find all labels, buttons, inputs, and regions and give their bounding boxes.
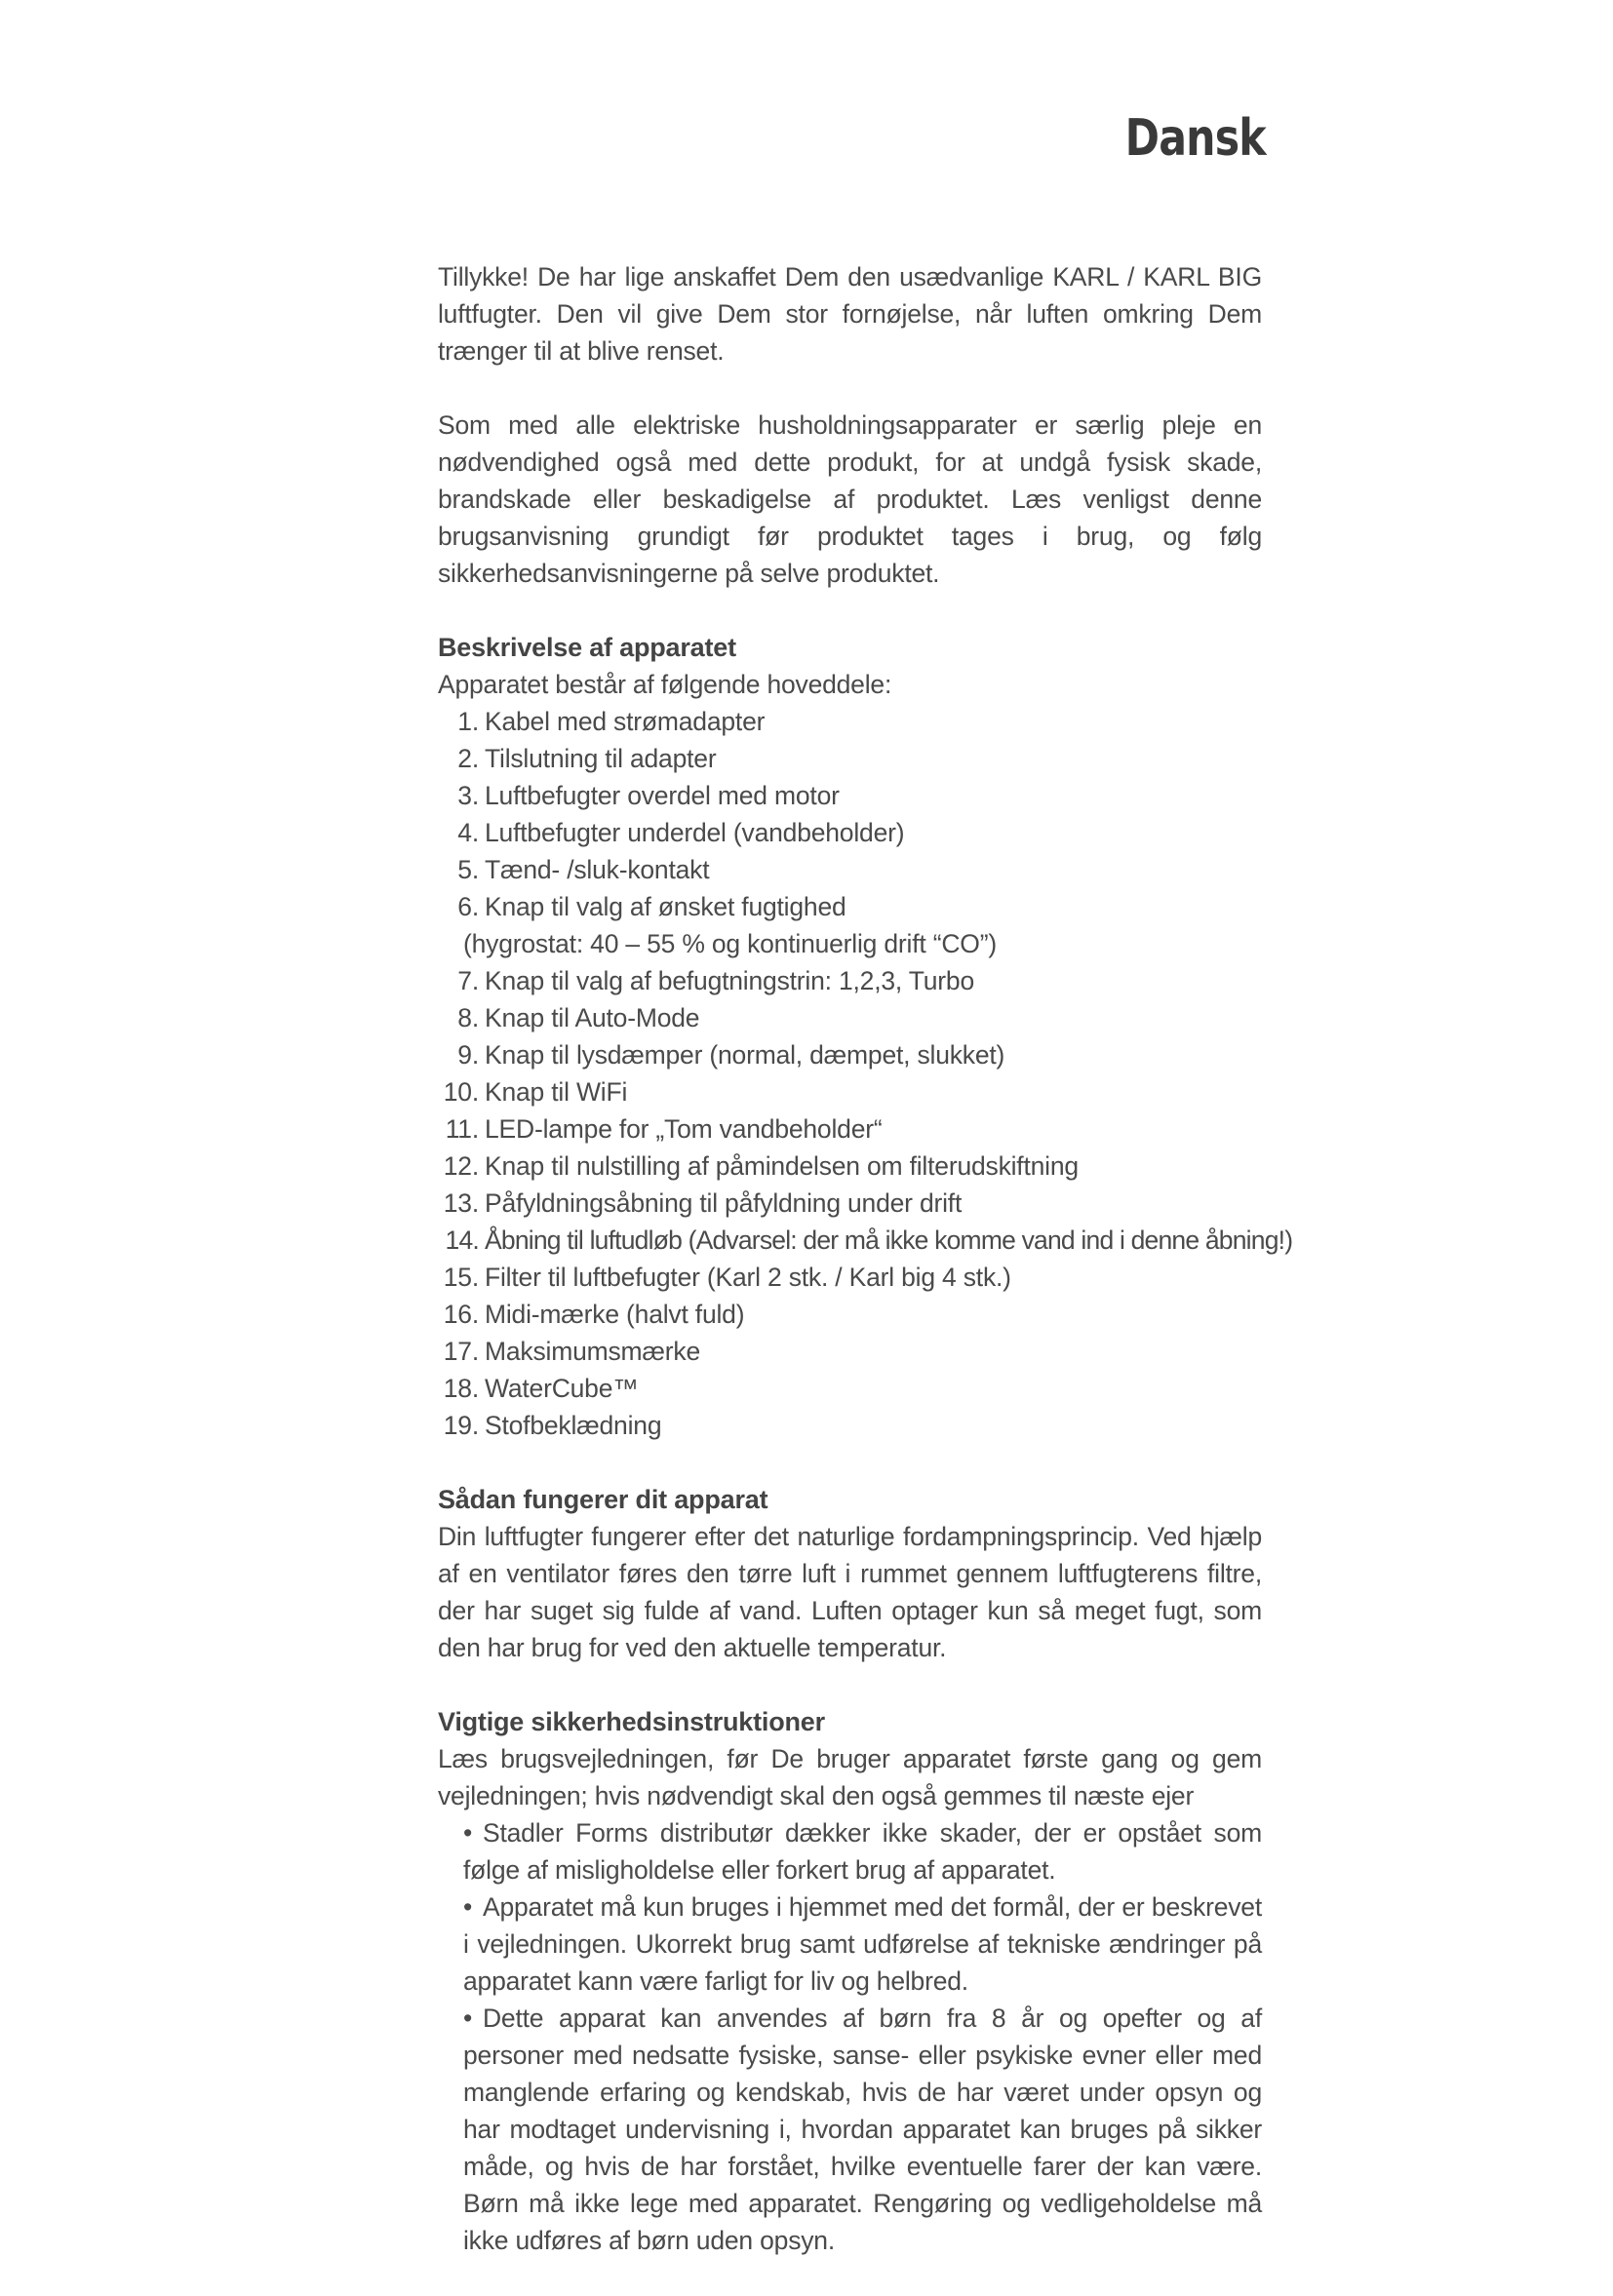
list-item: 10. Knap til WiFi bbox=[443, 1077, 628, 1107]
list-item: 15. Filter til luftbefugter (Karl 2 stk. / Karl big 4 stk.) bbox=[443, 1263, 1011, 1292]
safety-intro: Læs brugsvejledningen, før De bruger apparatet første gang og gem vejledningen; hvis nødvendigt skal den også gemmes til næste ejer bbox=[438, 1744, 1262, 1810]
list-item: 8. Knap til Auto-Mode bbox=[457, 1003, 700, 1032]
description-section bbox=[438, 629, 1293, 1444]
document-body bbox=[438, 258, 1293, 2296]
list-item: 2. Tilslutning til adapter bbox=[457, 744, 717, 773]
list-item: 9. Knap til lysdæmper (normal, dæmpet, slukket) bbox=[457, 1040, 1005, 1070]
list-item: (hygrostat: 40 – 55 % og kontinuerlig drift “CO”) bbox=[463, 929, 997, 958]
list-item: 5. Tænd- /sluk-kontakt bbox=[457, 855, 710, 884]
language-heading: Dansk bbox=[1124, 109, 1266, 168]
list-item: 17. Maksimumsmærke bbox=[443, 1337, 700, 1366]
safety-bullets bbox=[438, 1814, 1262, 2259]
list-item: • Dette apparat kan anvendes af børn fra 8 år og opefter og af personer med nedsatte fysiske, sanse- eller psykiske evner eller med manglende erfaring og kendskab, hvis de har været under opsyn og har modtaget undervisning i, hvordan apparatet kan bruges på sikker måde, og hvis de har forstået, hvilke eventuelle farer der kan være. Børn må ikke lege med apparatet. Rengøring og vedligeholdelse må ikke udføres af børn uden opsyn. bbox=[463, 2000, 1262, 2259]
list-item: 19. Stofbeklædning bbox=[443, 1411, 662, 1440]
list-item: 13. Påfyldningsåbning til påfyldning under drift bbox=[443, 1188, 963, 1218]
list-item: • Stadler Forms distributør dækker ikke skader, der er opstået som følge af misligholdelse eller forkert brug af apparatet. bbox=[463, 1814, 1262, 1888]
list-item: 12. Knap til nulstilling af påmindelsen om filterudskiftning bbox=[443, 1151, 1079, 1181]
list-item: 16. Midi-mærke (halvt fuld) bbox=[443, 1300, 745, 1329]
how-it-works-heading: Sådan fungerer dit apparat bbox=[438, 1485, 768, 1514]
list-item: • Apparatet må kun bruges i hjemmet med det formål, der er beskrevet i vejledningen. Ukorrekt brug samt udførelse af tekniske ændringer på apparatet kann være farligt for liv og helbred. bbox=[463, 1888, 1262, 2000]
bullet-icon: • bbox=[463, 1818, 473, 1848]
how-it-works-section bbox=[438, 1481, 1262, 1666]
list-item: 14. Åbning til luftudløb (Advarsel: der må ikke komme vand ind i denne åbning!) bbox=[445, 1226, 1293, 1255]
intro-paragraph-1: Tillykke! De har lige anskaffet Dem den usædvanlige KARL / KARL BIG luftfugter. Den vil give Dem stor fornøjelse, når luften omkring Dem trænger til at blive renset. bbox=[438, 262, 1262, 366]
bullet-icon: • bbox=[463, 2004, 473, 2033]
how-it-works-text: Din luftfugter fungerer efter det naturlige fordampningsprincip. Ved hjælp af en ventilator føres den tørre luft i rummet gennem luftfugterens filtre, der har suget sig fulde af vand. Luften optager kun så meget fugt, som den har brug for ved den aktuelle temperatur. bbox=[438, 1522, 1262, 1662]
parts-list bbox=[438, 703, 1293, 1444]
safety-section bbox=[438, 1703, 1262, 2259]
description-intro: Apparatet består af følgende hoveddele: bbox=[438, 670, 892, 699]
bullet-icon: • bbox=[463, 1892, 473, 1922]
list-item: 3. Luftbefugter overdel med motor bbox=[457, 781, 840, 810]
intro-paragraph-2: Som med alle elektriske husholdningsapparater er særlig pleje en nødvendighed også med dette produkt, for at undgå fysisk skade, brandskade eller beskadigelse af produktet. Læs venligst denne brugsanvisning grundigt før produktet tages i brug, og følg sikkerhedsanvisningerne på selve produktet. bbox=[438, 410, 1262, 588]
description-heading: Beskrivelse af apparatet bbox=[438, 633, 736, 662]
safety-heading: Vigtige sikkerhedsinstruktioner bbox=[438, 1707, 825, 1736]
list-item: 1. Kabel med strømadapter bbox=[457, 707, 766, 736]
list-item: 4. Luftbefugter underdel (vandbeholder) bbox=[457, 818, 905, 847]
list-item: 6. Knap til valg af ønsket fugtighed bbox=[457, 892, 846, 921]
list-item: 7. Knap til valg af befugtningstrin: 1,2,3, Turbo bbox=[457, 966, 974, 995]
list-item: 18. WaterCube™ bbox=[443, 1374, 639, 1403]
list-item: 11. LED-lampe for „Tom vandbeholder“ bbox=[445, 1114, 883, 1144]
